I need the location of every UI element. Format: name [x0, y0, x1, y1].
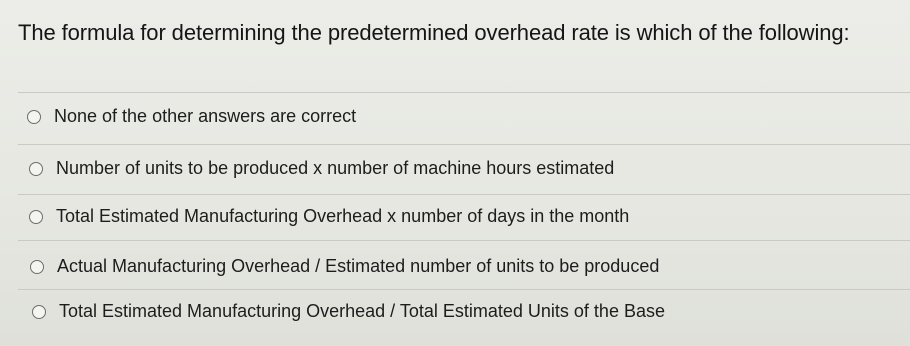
radio-unchecked-icon[interactable]: [29, 162, 43, 176]
answer-option-label: None of the other answers are correct: [54, 106, 357, 126]
radio-unchecked-icon[interactable]: [32, 305, 46, 319]
divider: [18, 289, 910, 290]
answer-option-label: Number of units to be produced x number of machine hours estimated: [56, 158, 615, 178]
answer-option-label: Total Estimated Manufacturing Overhead / Total Estimated Units of the Base: [59, 301, 665, 321]
answer-option-5[interactable]: [32, 301, 665, 322]
radio-unchecked-icon[interactable]: [30, 260, 44, 274]
answer-option-2[interactable]: [29, 158, 614, 179]
answer-option-3[interactable]: [29, 206, 629, 227]
answer-option-label: Actual Manufacturing Overhead / Estimated number of units to be produced: [57, 256, 660, 276]
answer-option-4[interactable]: [30, 256, 659, 277]
answer-option-1[interactable]: [27, 106, 356, 127]
divider: [18, 194, 910, 195]
divider: [18, 240, 910, 241]
question-text: The formula for determining the predetermined overhead rate is which of the following:: [18, 20, 850, 45]
divider: [18, 144, 910, 145]
radio-unchecked-icon[interactable]: [27, 110, 41, 124]
radio-unchecked-icon[interactable]: [29, 210, 43, 224]
divider: [18, 92, 910, 93]
answer-option-label: Total Estimated Manufacturing Overhead x number of days in the month: [56, 206, 630, 226]
